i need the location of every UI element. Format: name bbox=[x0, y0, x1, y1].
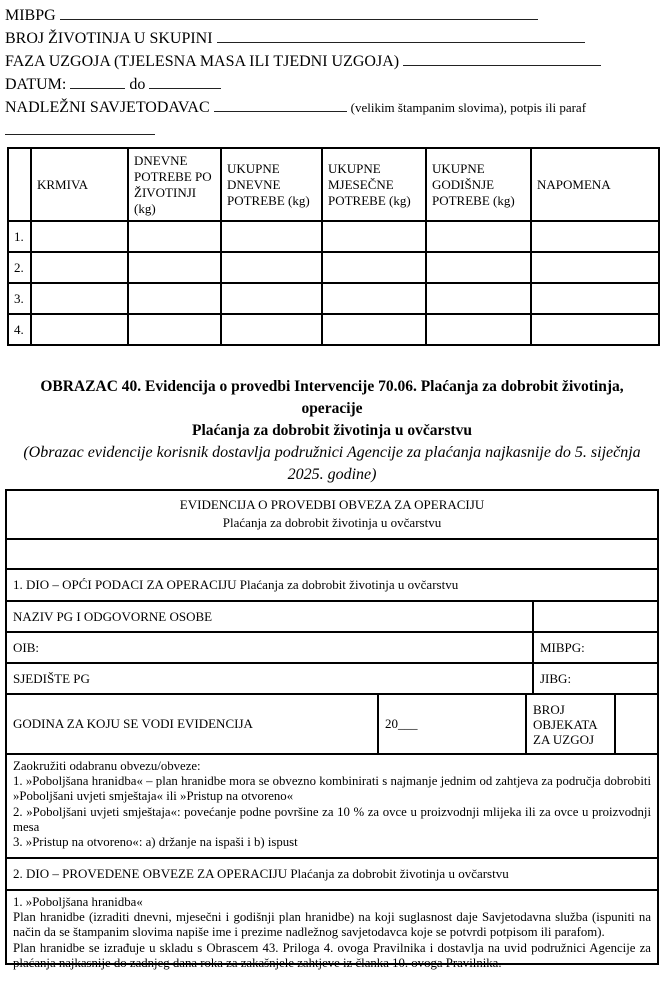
savjetodavac-note: (velikim štampanim slovima), potpis ili paraf bbox=[350, 100, 587, 115]
godina-label: GODINA ZA KOJU SE VODI EVIDENCIJA bbox=[13, 716, 253, 731]
broj-zivotinja-blank-line bbox=[217, 29, 585, 43]
obveze-item-1: 1. »Poboljšana hranidba« – plan hranidbe mora se obvezno kombinirati s najmanje jednim od zahtjeva za područja dobrobiti »Poboljšani uvjeti smještaja« ili »Pristup na otvoreno« bbox=[13, 774, 651, 804]
broj-objekata-label: BROJ OBJEKATA ZA UZGOJ bbox=[525, 695, 614, 753]
row-number-cell: 4. bbox=[8, 314, 31, 345]
jibg-label: JIBG: bbox=[532, 664, 657, 693]
field-savjetodavac-continuation bbox=[5, 119, 664, 142]
form-title bbox=[0, 376, 664, 486]
feed-cell bbox=[31, 283, 128, 314]
evidencija-title-line-1: EVIDENCIJA O PROVEDBI OBVEZA ZA OPERACIJU bbox=[179, 497, 485, 512]
mibpg-label: MIBPG bbox=[5, 7, 56, 24]
feed-table-header-row bbox=[8, 148, 659, 221]
savjetodavac-blank-line bbox=[214, 98, 347, 112]
sjediste-label: SJEDIŠTE PG bbox=[13, 670, 90, 686]
feed-table bbox=[7, 147, 660, 346]
obveze-item-3: 3. »Pristup na otvoreno«: a) držanje na ispaši i b) ispust bbox=[13, 835, 298, 850]
part2-header: 2. DIO – PROVEDENE OBVEZE ZA OPERACIJU Plaćanja za dobrobit životinja u ovčarstvu bbox=[13, 866, 509, 881]
savjetodavac-continuation-blank-line bbox=[5, 121, 155, 135]
feed-cell bbox=[128, 252, 221, 283]
evidencija-title-row bbox=[7, 491, 657, 538]
feed-cell bbox=[322, 252, 426, 283]
feed-cell bbox=[221, 283, 322, 314]
feed-table-row bbox=[8, 221, 659, 252]
obveze-row bbox=[7, 753, 657, 857]
feed-col-ukupne-godisnje: UKUPNE GODIŠNJE POTREBE (kg) bbox=[426, 148, 531, 221]
form-title-line-1: OBRAZAC 40. Evidencija o provedbi Intervencije 70.06. Plaćanja za dobrobit životinja, bbox=[40, 378, 624, 395]
feed-col-napomena: NAPOMENA bbox=[531, 148, 659, 221]
feed-cell bbox=[531, 283, 659, 314]
feed-cell bbox=[128, 283, 221, 314]
broj-objekata-value-cell bbox=[614, 695, 657, 753]
naziv-pg-value-cell bbox=[532, 602, 657, 631]
form-title-note-line-2: 2025. godine) bbox=[287, 466, 377, 483]
datum-separator: do bbox=[129, 76, 146, 93]
evidencija-table bbox=[5, 489, 659, 970]
faza-uzgoja-label: FAZA UZGOJA (TJELESNA MASA ILI TJEDNI UZGOJA) bbox=[5, 53, 400, 70]
form-title-note-line-1: (Obrazac evidencije korisnik dostavlja podružnici Agencije za plaćanja najkasnije do 5. siječnja bbox=[23, 444, 641, 461]
row-number-cell: 2. bbox=[8, 252, 31, 283]
field-broj-zivotinja bbox=[5, 27, 664, 50]
feed-cell bbox=[31, 221, 128, 252]
evidencija-empty-row bbox=[7, 538, 657, 568]
feed-table-row bbox=[8, 283, 659, 314]
feed-cell bbox=[221, 252, 322, 283]
datum-label: DATUM: bbox=[5, 76, 67, 93]
faza-uzgoja-blank-line bbox=[403, 52, 601, 66]
feed-cell bbox=[426, 314, 531, 345]
naziv-pg-row bbox=[7, 600, 657, 631]
form-title-line-2: operacije bbox=[301, 400, 363, 417]
feed-cell bbox=[531, 221, 659, 252]
mibpg-label: MIBPG: bbox=[532, 633, 657, 662]
feed-cell bbox=[531, 314, 659, 345]
sjediste-row bbox=[7, 662, 657, 693]
hranidba-title: 1. »Poboljšana hranidba« bbox=[13, 895, 143, 909]
oib-row bbox=[7, 631, 657, 662]
savjetodavac-label: NADLEŽNI SAVJETODAVAC bbox=[5, 99, 210, 116]
feed-col-ukupne-dnevne: UKUPNE DNEVNE POTREBE (kg) bbox=[221, 148, 322, 221]
top-fillin-block bbox=[0, 0, 664, 142]
feed-col-dnevne-po-zivotinji: DNEVNE POTREBE PO ŽIVOTINJI (kg) bbox=[128, 148, 221, 221]
feed-col-ukupne-mjesecne: UKUPNE MJESEČNE POTREBE (kg) bbox=[322, 148, 426, 221]
part1-header-row bbox=[7, 568, 657, 600]
field-savjetodavac bbox=[5, 96, 664, 119]
feed-cell bbox=[128, 314, 221, 345]
form-title-line-3: Plaćanja za dobrobit životinja u ovčarstvu bbox=[192, 422, 472, 439]
obveze-item-2: 2. »Poboljšani uvjeti smještaja«: povećanje podne površine za 10 % za ovce u proizvodnji mlijeka ili za ovce u proizvodnji mesa bbox=[13, 804, 651, 834]
godina-value: 20___ bbox=[377, 695, 525, 753]
godina-row bbox=[7, 693, 657, 753]
part2-header-row bbox=[7, 857, 657, 889]
row-number-cell: 3. bbox=[8, 283, 31, 314]
datum-od-blank-line bbox=[70, 75, 125, 89]
feed-cell bbox=[128, 221, 221, 252]
mibpg-blank-line bbox=[60, 6, 538, 20]
feed-table-row bbox=[8, 252, 659, 283]
feed-cell bbox=[426, 221, 531, 252]
evidencija-title-line-2: Plaćanja za dobrobit životinja u ovčarstvu bbox=[222, 515, 442, 530]
feed-cell bbox=[31, 252, 128, 283]
feed-col-krmiva: KRMIVA bbox=[31, 148, 128, 221]
hranidba-paragraph-1: Plan hranidbe (izraditi dnevni, mjesečni i godišnji plan hranidbe) na koji suglasnost daje Savjetodavna služba (ispuniti na način da se štampanim slovima napiše ime i prezime nadležnog savjetodavca koje se potvrdi potpisom ili parafom). bbox=[13, 910, 651, 940]
part1-header: 1. DIO – OPĆI PODACI ZA OPERACIJU Plaćanja za dobrobit životinja u ovčarstvu bbox=[13, 577, 459, 592]
feed-cell bbox=[322, 283, 426, 314]
feed-cell bbox=[322, 221, 426, 252]
field-faza-uzgoja bbox=[5, 50, 664, 73]
feed-cell bbox=[221, 314, 322, 345]
row-number-cell: 1. bbox=[8, 221, 31, 252]
naziv-pg-label: NAZIV PG I ODGOVORNE OSOBE bbox=[13, 608, 213, 624]
feed-cell bbox=[531, 252, 659, 283]
feed-cell bbox=[426, 252, 531, 283]
feed-col-number bbox=[8, 148, 31, 221]
feed-table-row bbox=[8, 314, 659, 345]
field-datum bbox=[5, 73, 664, 96]
obveze-intro: Zaokružiti odabranu obvezu/obveze: bbox=[13, 759, 201, 773]
broj-zivotinja-label: BROJ ŽIVOTINJA U SKUPINI bbox=[5, 30, 213, 47]
hranidba-row bbox=[7, 889, 657, 970]
datum-do-blank-line bbox=[149, 75, 221, 89]
feed-cell bbox=[426, 283, 531, 314]
feed-cell bbox=[322, 314, 426, 345]
feed-cell bbox=[221, 221, 322, 252]
feed-cell bbox=[31, 314, 128, 345]
oib-label: OIB: bbox=[13, 639, 39, 655]
hranidba-paragraph-2: Plan hranidbe se izrađuje u skladu s Obrascem 43. Priloga 4. ovoga Pravilnika i dostavlja na uvid podružnici Agencije za plaćanja najkasnije do zadnjeg dana roka za zakašnjele zahtjeve iz članka 10. ovoga Pravilnika. bbox=[13, 940, 651, 970]
field-mibpg bbox=[5, 4, 664, 27]
